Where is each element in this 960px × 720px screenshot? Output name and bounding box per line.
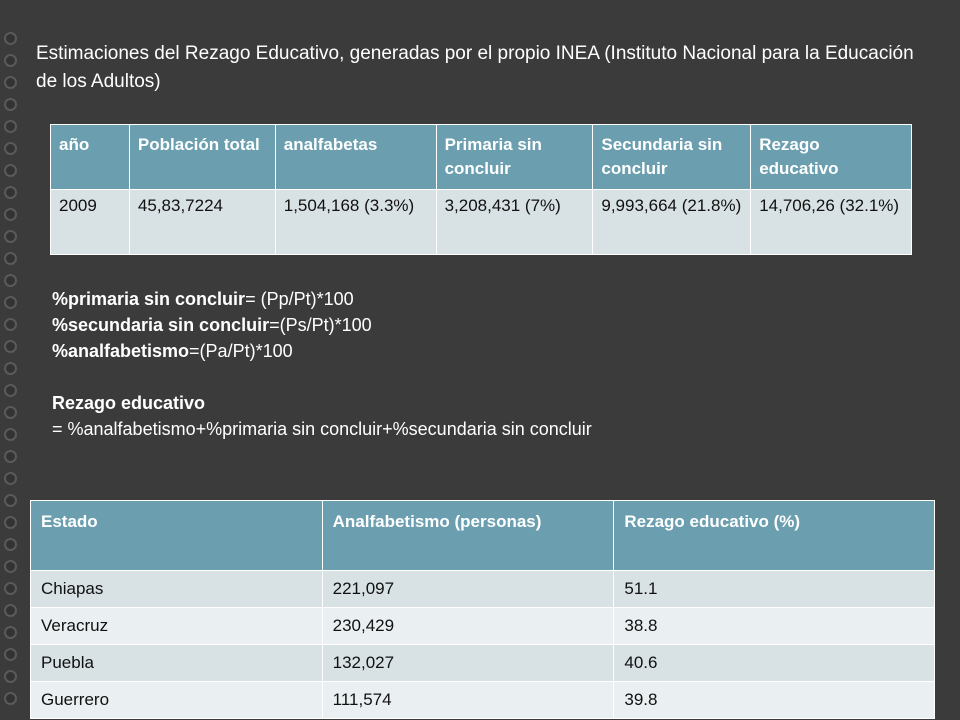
ring-icon (4, 318, 17, 331)
table-cell: 38.8 (614, 608, 935, 645)
ring-icon (4, 538, 17, 551)
table-row (31, 571, 935, 608)
table-row (31, 682, 935, 719)
table-cell: 221,097 (322, 571, 614, 608)
header-cell: Analfabetismo (personas) (322, 501, 614, 571)
ring-icon (4, 450, 17, 463)
header-cell: analfabetas (275, 125, 436, 190)
ring-icon (4, 230, 17, 243)
table-cell: Chiapas (31, 571, 323, 608)
rezago-table (50, 124, 912, 255)
ring-icon (4, 208, 17, 221)
table-cell: 51.1 (614, 571, 935, 608)
ring-icon (4, 296, 17, 309)
ring-icon (4, 362, 17, 375)
ring-icon (4, 582, 17, 595)
formula-term: %secundaria sin concluir (52, 315, 270, 335)
rezago-formula: = %analfabetismo+%primaria sin concluir+%secundaria sin concluir (52, 419, 592, 439)
ring-icon (4, 494, 17, 507)
table-cell: 111,574 (322, 682, 614, 719)
table-cell: 230,429 (322, 608, 614, 645)
header-cell: Rezago educativo (751, 125, 912, 190)
ring-icon (4, 516, 17, 529)
ring-icon (4, 54, 17, 67)
estados-table (30, 500, 935, 719)
rezago-title (52, 390, 592, 416)
table-cell: 14,706,26 (32.1%) (751, 190, 912, 255)
ring-icon (4, 384, 17, 397)
ring-icon (4, 164, 17, 177)
table-row (31, 645, 935, 682)
ring-icon (4, 648, 17, 661)
table-row (51, 190, 912, 255)
ring-icon (4, 692, 17, 705)
ring-icon (4, 406, 17, 419)
ring-icon (4, 670, 17, 683)
ring-icon (4, 274, 17, 287)
table-cell: 39.8 (614, 682, 935, 719)
formula-term: %primaria sin concluir (52, 289, 246, 309)
slide-title: Estimaciones del Rezago Educativo, generadas por el propio INEA (Instituto Nacional para la Educación de los Adultos) (36, 43, 914, 92)
ring-icon (4, 626, 17, 639)
formula-analfabetismo (52, 338, 592, 364)
formulas-block (52, 286, 592, 442)
table-cell: 1,504,168 (3.3%) (275, 190, 436, 255)
ring-icon (4, 142, 17, 155)
ring-icon (4, 186, 17, 199)
ring-icon (4, 428, 17, 441)
table-cell: 2009 (51, 190, 130, 255)
table-cell: 45,83,7224 (129, 190, 275, 255)
ring-icon (4, 32, 17, 45)
formula-primaria (52, 286, 592, 312)
ring-icon (4, 560, 17, 573)
table-header-row (51, 125, 912, 190)
ring-icon (4, 76, 17, 89)
table-cell: 3,208,431 (7%) (436, 190, 593, 255)
formula-term: %analfabetismo (52, 341, 190, 361)
header-cell: Secundaria sin concluir (593, 125, 751, 190)
ring-icon (4, 340, 17, 353)
header-cell: Primaria sin concluir (436, 125, 593, 190)
table-header-row (31, 501, 935, 571)
header-cell: Rezago educativo (%) (614, 501, 935, 571)
formula-expression: =(Pa/Pt)*100 (189, 341, 293, 361)
header-cell: Estado (31, 501, 323, 571)
ring-icon (4, 472, 17, 485)
table-cell: 40.6 (614, 645, 935, 682)
formula-expression: = (Pp/Pt)*100 (245, 289, 354, 309)
formula-expression: =(Ps/Pt)*100 (269, 315, 372, 335)
table-row (31, 608, 935, 645)
table-cell: 9,993,664 (21.8%) (593, 190, 751, 255)
ring-icon (4, 604, 17, 617)
table-cell: Puebla (31, 645, 323, 682)
ring-icon (4, 98, 17, 111)
table-cell: Guerrero (31, 682, 323, 719)
ring-icon (4, 252, 17, 265)
header-cell: año (51, 125, 130, 190)
formula-secundaria (52, 312, 592, 338)
table-cell: Veracruz (31, 608, 323, 645)
header-cell: Población total (129, 125, 275, 190)
ring-icon (4, 120, 17, 133)
formula-term: Rezago educativo (52, 393, 206, 413)
table-cell: 132,027 (322, 645, 614, 682)
